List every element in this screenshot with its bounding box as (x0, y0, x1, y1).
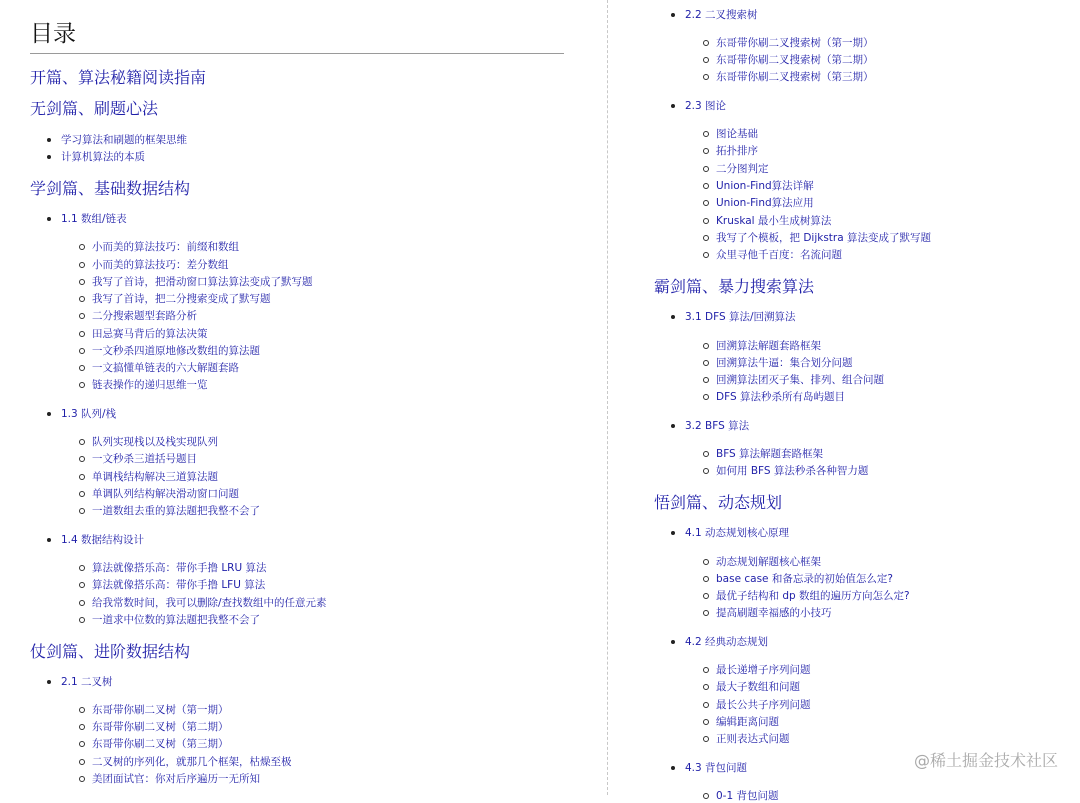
list-item[interactable]: 一文秒杀三道括号题目 (92, 453, 197, 465)
list-item[interactable]: base case 和备忘录的初始值怎么定? (716, 573, 893, 585)
list-item[interactable]: 拓扑排序 (716, 145, 758, 157)
subsection-label[interactable]: 1.3 队列/栈 (61, 408, 117, 420)
list-item[interactable]: Kruskal 最小生成树算法 (716, 215, 832, 227)
list-item[interactable]: 算法就像搭乐高：带你手撸 LFU 算法 (92, 579, 266, 591)
list-item[interactable]: 二分图判定 (716, 163, 769, 175)
section-heading-intro[interactable]: 开篇、算法秘籍阅读指南 (30, 68, 207, 87)
list-item[interactable]: 回溯算法解题套路框架 (716, 340, 821, 352)
list-item[interactable]: 一道求中位数的算法题把我整不会了 (92, 614, 260, 626)
subsection-label[interactable]: 3.1 DFS 算法/回溯算法 (685, 311, 796, 323)
list-item[interactable]: 一文搞懂单链表的六大解题套路 (92, 362, 239, 374)
list-item[interactable]: 正则表达式问题 (716, 733, 790, 745)
list-item[interactable]: 我写了首诗，把二分搜索变成了默写题 (92, 293, 271, 305)
subsection-label[interactable]: 2.2 二叉搜索树 (685, 9, 758, 21)
page-title: 目录 (30, 21, 76, 47)
subsection-label[interactable]: 4.1 动态规划核心原理 (685, 527, 790, 539)
list-item[interactable]: 一道数组去重的算法题把我整不会了 (92, 505, 260, 517)
list-item-partial[interactable]: 0-1 背包问题 (716, 790, 779, 802)
list-item[interactable]: 二叉树的序列化，就那几个框架，枯燥至极 (92, 756, 292, 768)
list-item[interactable]: 队列实现栈以及栈实现队列 (92, 436, 218, 448)
list-item[interactable]: 东哥带你刷二叉树（第二期） (92, 721, 229, 733)
section-heading-brute-force[interactable]: 霸剑篇、暴力搜索算法 (654, 277, 815, 296)
list-item[interactable]: 二分搜索题型套路分析 (92, 310, 197, 322)
list-item[interactable]: 众里寻他千百度：名流问题 (716, 249, 842, 261)
list-item[interactable]: 算法就像搭乐高：带你手撸 LRU 算法 (92, 562, 267, 574)
section-heading-basic-ds[interactable]: 学剑篇、基础数据结构 (30, 179, 191, 198)
list-item[interactable]: 图论基础 (716, 128, 758, 140)
subsection-label[interactable]: 2.3 图论 (685, 100, 727, 112)
list-item[interactable]: 编辑距离问题 (716, 716, 779, 728)
subsection-label[interactable]: 1.1 数组/链表 (61, 213, 127, 225)
list-item[interactable]: 回溯算法牛逼：集合划分问题 (716, 357, 853, 369)
list-item[interactable]: 给我常数时间，我可以删除/查找数组中的任意元素 (92, 597, 327, 609)
subsection-label[interactable]: 4.2 经典动态规划 (685, 636, 769, 648)
subsection-label[interactable]: 3.2 BFS 算法 (685, 420, 750, 432)
list-item[interactable]: Union-Find算法应用 (716, 197, 814, 209)
list-item[interactable]: 最长递增子序列问题 (716, 664, 811, 676)
subsection-label[interactable]: 4.3 背包问题 (685, 762, 748, 774)
list-item[interactable]: 如何用 BFS 算法秒杀各种智力题 (716, 465, 869, 477)
list-item[interactable]: 田忌赛马背后的算法决策 (92, 328, 208, 340)
list-item[interactable]: 一文秒杀四道原地修改数组的算法题 (92, 345, 260, 357)
list-item[interactable]: 我写了首诗，把滑动窗口算法算法变成了默写题 (92, 276, 313, 288)
list-item[interactable]: 小而美的算法技巧：前缀和数组 (92, 241, 239, 253)
list-item[interactable]: 最大子数组和问题 (716, 681, 800, 693)
section-heading-dp[interactable]: 悟剑篇、动态规划 (654, 493, 783, 512)
list-item[interactable]: 美团面试官：你对后序遍历一无所知 (92, 773, 260, 785)
list-item[interactable]: 回溯算法团灭子集、排列、组合问题 (716, 374, 884, 386)
column-divider (607, 0, 608, 795)
list-item[interactable]: 东哥带你刷二叉树（第三期） (92, 738, 229, 750)
list-item[interactable]: DFS 算法秒杀所有岛屿题目 (716, 391, 845, 403)
list-item[interactable]: 东哥带你刷二叉搜索树（第三期） (716, 71, 874, 83)
list-item[interactable]: 东哥带你刷二叉搜索树（第一期） (716, 37, 874, 49)
section-heading-advanced-ds[interactable]: 仗剑篇、进阶数据结构 (30, 642, 191, 661)
list-item[interactable]: 计算机算法的本质 (61, 151, 145, 163)
list-item[interactable]: Union-Find算法详解 (716, 180, 814, 192)
list-item[interactable]: 提高刷题幸福感的小技巧 (716, 607, 832, 619)
list-item[interactable]: 东哥带你刷二叉搜索树（第二期） (716, 54, 874, 66)
list-item[interactable]: 最优子结构和 dp 数组的遍历方向怎么定? (716, 590, 910, 602)
title-rule (30, 53, 564, 54)
subsection-label[interactable]: 1.4 数据结构设计 (61, 534, 145, 546)
list-item[interactable]: 单调栈结构解决三道算法题 (92, 471, 218, 483)
list-item[interactable]: 单调队列结构解决滑动窗口问题 (92, 488, 239, 500)
list-item[interactable]: 动态规划解题核心框架 (716, 556, 821, 568)
list-item[interactable]: 我写了个模板，把 Dijkstra 算法变成了默写题 (716, 232, 932, 244)
list-item[interactable]: 最长公共子序列问题 (716, 699, 811, 711)
list-item[interactable]: 学习算法和刷题的框架思维 (61, 134, 187, 146)
section-heading-mindset[interactable]: 无剑篇、刷题心法 (30, 99, 159, 118)
subsection-label[interactable]: 2.1 二叉树 (61, 676, 113, 688)
watermark: @稀土掘金技术社区 (913, 751, 1058, 770)
list-item[interactable]: 链表操作的递归思维一览 (92, 379, 208, 391)
list-item[interactable]: BFS 算法解题套路框架 (716, 448, 824, 460)
list-item[interactable]: 小而美的算法技巧：差分数组 (92, 259, 229, 271)
list-item[interactable]: 东哥带你刷二叉树（第一期） (92, 704, 229, 716)
